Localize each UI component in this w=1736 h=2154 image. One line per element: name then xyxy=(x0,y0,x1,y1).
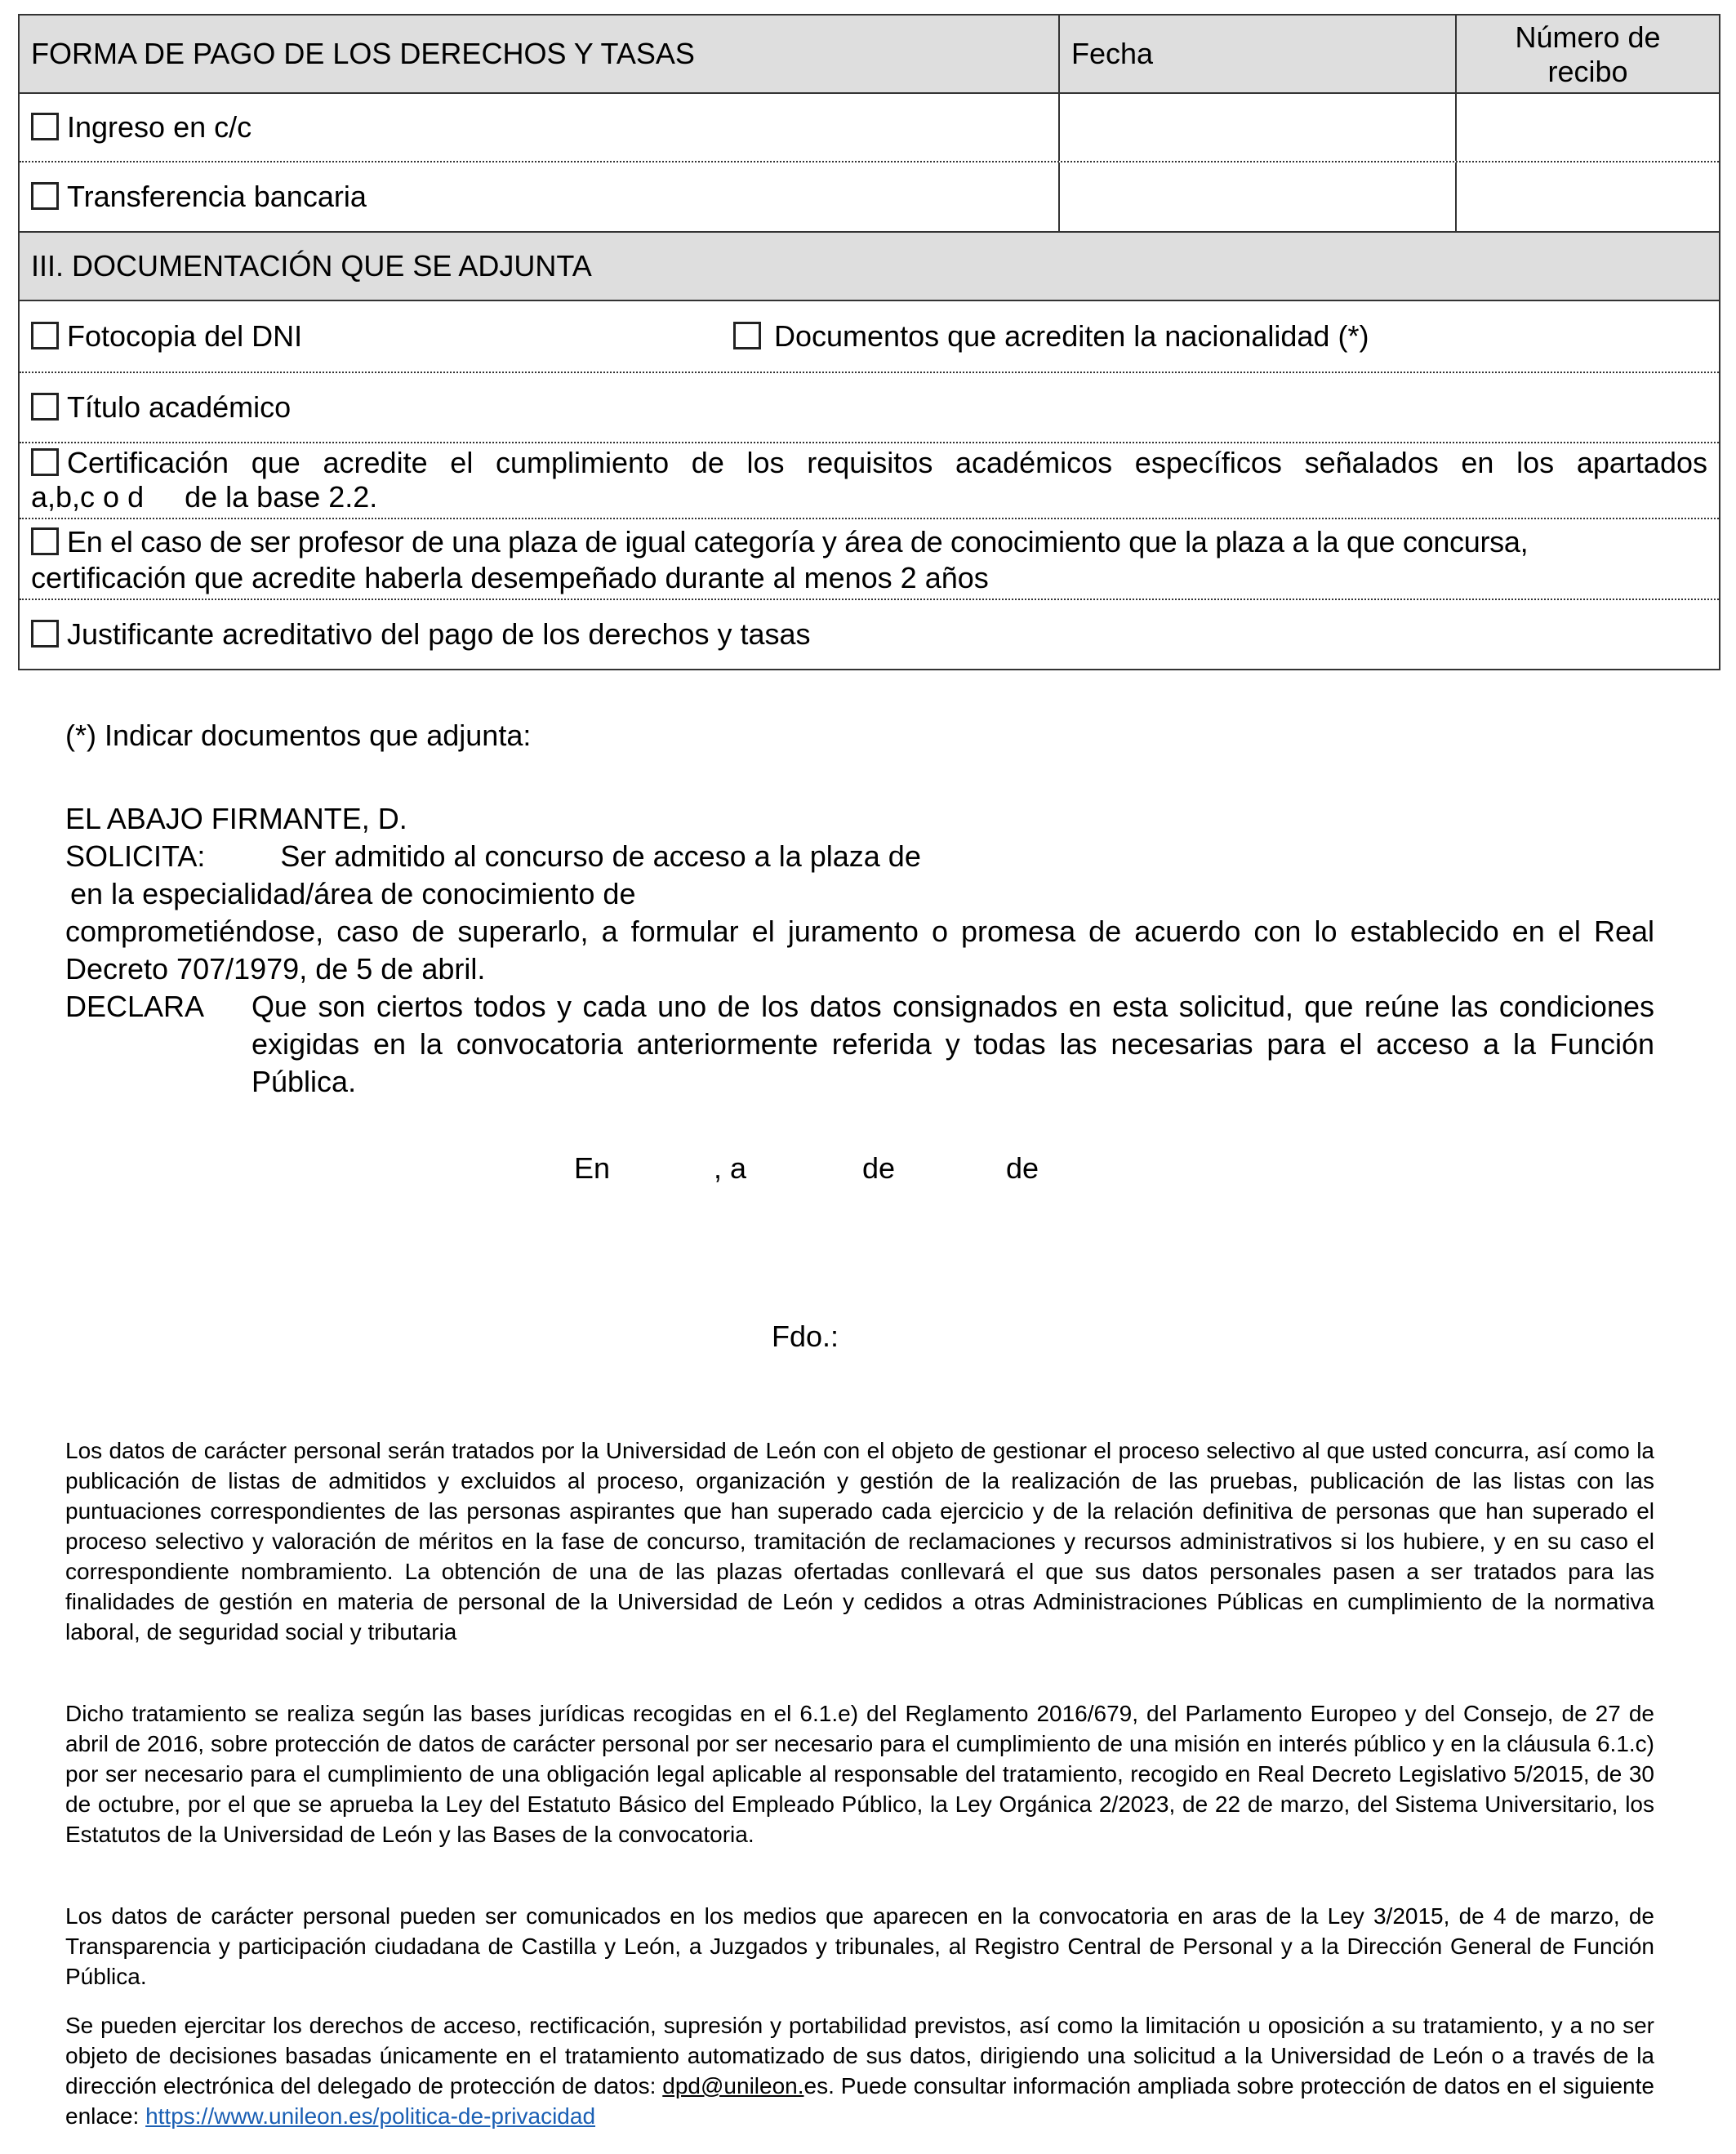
recibo-column-header: Número de recibo xyxy=(1515,20,1661,88)
justificante-pago-label: Justificante acreditativo del pago de los derechos y tasas xyxy=(67,617,811,651)
certificacion-requisitos-checkbox[interactable] xyxy=(31,448,59,476)
solicita-line xyxy=(65,838,1654,875)
attached-documents-note: (*) Indicar documentos que adjunta: xyxy=(65,719,532,752)
profesor-plaza-checkbox[interactable] xyxy=(31,527,59,555)
form-table xyxy=(18,14,1720,670)
payment-option-row xyxy=(20,94,1719,162)
privacy-paragraph-3: Los datos de carácter personal pueden ser comunicados en los medios que aparecen en la convocatoria en aras de la Ley 3/2015, de 4 de marzo, de Transparencia y participación ciudadana de Castilla y León, a Juzgados y tribunales, al Registro Central de Personal y a la Dirección General de Función Pública. xyxy=(65,1903,1654,1989)
compromiso-text: comprometiéndose, caso de superarlo, a formular el juramento o promesa de acuerdo con lo establecido en el Real Decreto 707/1979, de 5 de abril. xyxy=(65,915,1654,986)
ingreso-fecha-field[interactable] xyxy=(1058,94,1455,161)
privacy-paragraph-1: Los datos de carácter personal serán tratados por la Universidad de León con el objeto de gestionar el proceso selectivo al que usted concurra, así como la publicación de listas de admitidos y excluidos al proceso, organización y gestión de la realización de las pruebas, publicación de las listas con las puntuaciones correspondientes de las personas aspirantes que han superado cada ejercicio y de la relación definitiva de personas que han superado el proceso selectivo y valoración de méritos en la fase de concurso, tramitación de reclamaciones y recursos administrativos si los hubiere, y en su caso el correspondiente nombramiento. La obtención de una de las plazas ofertadas conllevará el que sus datos personales pasen a ser tratados para las finalidades de gestión en materia de personal de la Universidad de León y cedidos a otras Administraciones Públicas en cumplimiento de la normativa laboral, de seguridad social y tributaria xyxy=(65,1438,1654,1644)
dpd-email-link[interactable]: dpd@unileon. xyxy=(662,2073,804,2098)
document-row xyxy=(20,443,1719,519)
document-row xyxy=(20,600,1719,669)
firmante-line: EL ABAJO FIRMANTE, D. xyxy=(65,802,407,835)
date-de-2: de xyxy=(1006,1151,1039,1185)
profesor-plaza-label: En el caso de ser profesor de una plaza de igual categoría y área de conocimiento que la plaza a la que concursa, xyxy=(67,525,1529,559)
transferencia-label: Transferencia bancaria xyxy=(67,180,367,213)
titulo-academico-label: Título académico xyxy=(67,390,292,424)
fotocopia-dni-label: Fotocopia del DNI xyxy=(67,319,303,353)
declara-label: DECLARA xyxy=(65,990,205,1023)
transferencia-recibo-field[interactable] xyxy=(1455,162,1719,231)
privacy-paragraph-2: Dicho tratamiento se realiza según las bases jurídicas recogidas en el 6.1.e) del Reglamento 2016/679, del Parlamento Europeo y del Consejo, de 27 de abril de 2016, sobre protección de datos de carácter personal por ser necesario para el cumplimiento de una misión en interés público y en la cláusula 6.1.c) por ser necesario para el cumplimiento de una obligación legal aplicable al responsable del tratamiento, recogido en Real Decreto Legislativo 5/2015, de 30 de octubre, por el que se aprueba la Ley del Estatuto Básico del Empleado Público, la Ley Orgánica 2/2023, de 22 de marzo, del Sistema Universitario, los Estatutos de la Universidad de León y las Bases de la convocatoria. xyxy=(65,1701,1654,1847)
especialidad-line: en la especialidad/área de conocimiento de xyxy=(70,877,636,910)
date-de-1: de xyxy=(862,1151,896,1185)
signature-label: Fdo.: xyxy=(772,1320,839,1353)
nacionalidad-checkbox[interactable] xyxy=(733,322,761,349)
declara-text: Que son ciertos todos y cada uno de los datos consignados en esta solicitud, que reúne las condiciones exigidas en la convocatoria anteriormente referida y todas las necesarias para el acceso a la Función Pública. xyxy=(251,990,1654,1098)
documentation-header-row xyxy=(20,233,1719,301)
transferencia-checkbox[interactable] xyxy=(31,182,59,210)
justificante-pago-checkbox[interactable] xyxy=(31,620,59,648)
document-row xyxy=(20,301,1719,373)
privacy-policy-link[interactable]: https://www.unileon.es/politica-de-privacidad xyxy=(145,2103,596,2129)
certificacion-requisitos-label-cont: a,b,c o d de la base 2.2. xyxy=(31,480,378,514)
solicita-text: Ser admitido al concurso de acceso a la plaza de xyxy=(280,839,921,873)
solicita-label: SOLICITA: xyxy=(65,839,206,873)
privacy-paragraph-4: Se pueden ejercitar los derechos de acceso, rectificación, supresión y portabilidad previstos, así como la limitación u oposición a su tratamiento, y a no ser objeto de decisiones basadas únicamente en el tratamiento automatizado de sus datos, dirigiendo una solicitud a la Universidad de León o a través de la dirección electrónica del delegado de protección de datos: dpd@unileon.es. Puede consultar información ampliada sobre protección de datos en el siguiente enlace: https://www.unileon.es/politica-de-privacidad xyxy=(65,2013,1654,2129)
ingreso-checkbox[interactable] xyxy=(31,113,59,140)
document-row xyxy=(20,519,1719,600)
nacionalidad-label: Documentos que acrediten la nacionalidad (*) xyxy=(774,319,1369,353)
payment-section-title: FORMA DE PAGO DE LOS DERECHOS Y TASAS xyxy=(31,37,695,70)
date-en: En xyxy=(574,1151,611,1185)
payment-header-row xyxy=(20,16,1719,94)
fecha-column-header: Fecha xyxy=(1071,37,1154,70)
documentation-section-title: III. DOCUMENTACIÓN QUE SE ADJUNTA xyxy=(31,249,592,283)
payment-option-row xyxy=(20,162,1719,233)
profesor-plaza-label-cont: certificación que acredite haberla desempeñado durante al menos 2 años xyxy=(31,561,989,594)
ingreso-recibo-field[interactable] xyxy=(1455,94,1719,161)
date-a: , a xyxy=(714,1151,747,1185)
titulo-academico-checkbox[interactable] xyxy=(31,393,59,421)
transferencia-fecha-field[interactable] xyxy=(1058,162,1455,231)
ingreso-label: Ingreso en c/c xyxy=(67,110,252,144)
certificacion-requisitos-label: Certificación que acredite el cumplimiento de los requisitos académicos específicos señalados en los apartados xyxy=(67,446,1707,479)
document-row xyxy=(20,373,1719,443)
fotocopia-dni-checkbox[interactable] xyxy=(31,322,59,349)
